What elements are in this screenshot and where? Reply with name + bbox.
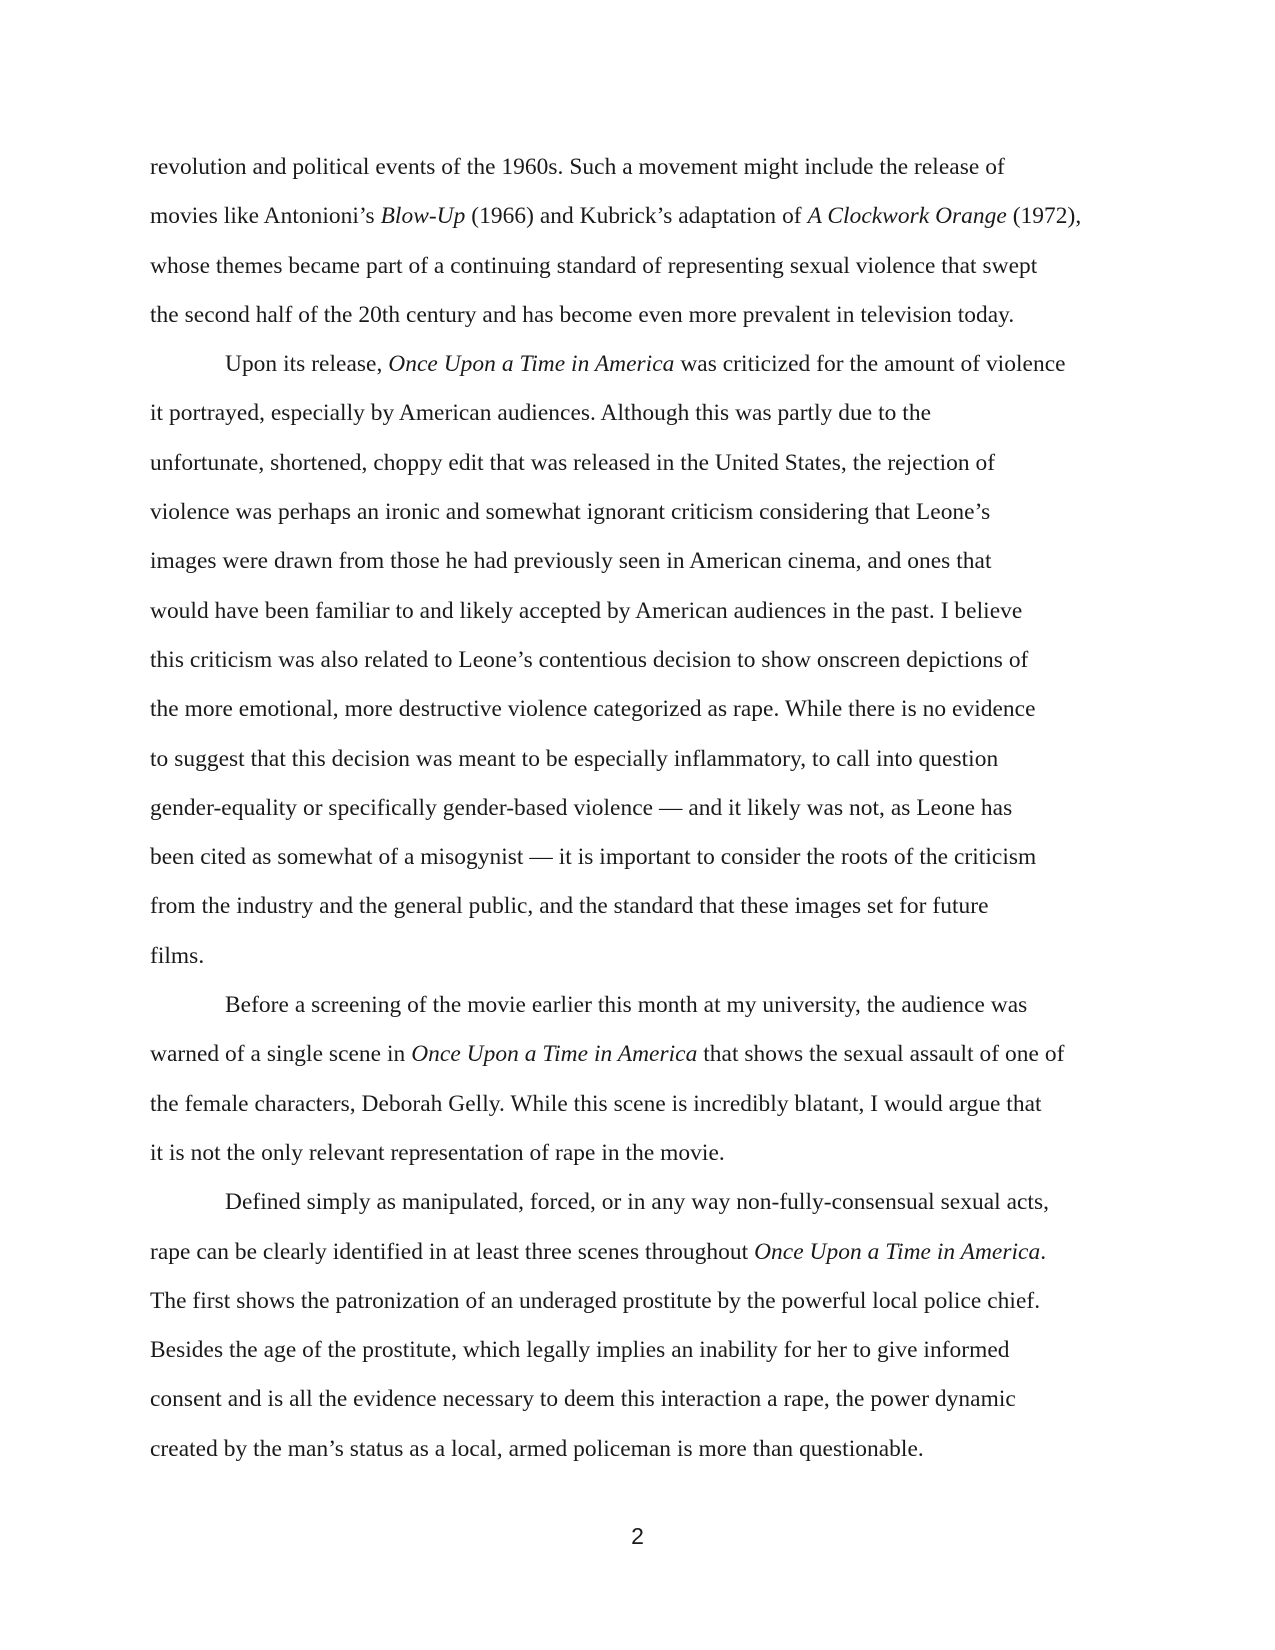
- page-number: 2: [631, 1523, 644, 1549]
- text-line: created by the man’s status as a local, armed policeman is more than questionable.: [150, 1435, 924, 1462]
- text-line: would have been familiar to and likely accepted by American audiences in the past. I believe: [150, 597, 1023, 624]
- text-line: the female characters, Deborah Gelly. While this scene is incredibly blatant, I would argue that: [150, 1090, 1042, 1117]
- film-title-clockwork-orange: A Clockwork Orange: [807, 203, 1007, 230]
- text-line: films.: [150, 942, 205, 969]
- text-line: it is not the only relevant representation of rape in the movie.: [150, 1139, 725, 1166]
- body-text: [150, 143, 1132, 1474]
- text-run: .: [1040, 1238, 1047, 1265]
- text-line: Before a screening of the movie earlier this month at my university, the audience was: [225, 992, 1028, 1019]
- text-line: to suggest that this decision was meant to be especially inflammatory, to call into question: [150, 745, 999, 772]
- text-line: [150, 1030, 1132, 1079]
- text-run: rape can be clearly identified in at least three scenes throughout: [150, 1238, 755, 1265]
- film-title: Once Upon a Time in America: [754, 1238, 1041, 1265]
- text-line: unfortunate, shortened, choppy edit that was released in the United States, the rejection of: [150, 449, 996, 476]
- text-line: consent and is all the evidence necessary to deem this interaction a rape, the power dynamic: [150, 1386, 1016, 1413]
- text-run: movies like Antonioni’s: [150, 203, 381, 230]
- text-run: (1972),: [1006, 203, 1082, 230]
- text-line: images were drawn from those he had previously seen in American cinema, and ones that: [150, 548, 992, 575]
- text-line: been cited as somewhat of a misogynist — it is important to consider the roots of the criticism: [150, 844, 1037, 871]
- text-run: was criticized for the amount of violence: [674, 351, 1066, 378]
- text-line: gender-equality or specifically gender-based violence — and it likely was not, as Leone has: [150, 794, 1013, 821]
- text-line: from the industry and the general public, and the standard that these images set for future: [150, 893, 989, 920]
- text-line: Defined simply as manipulated, forced, or in any way non-fully-consensual sexual acts,: [225, 1189, 1050, 1216]
- text-line: violence was perhaps an ironic and somewhat ignorant criticism considering that Leone’s: [150, 499, 991, 526]
- text-line: whose themes became part of a continuing standard of representing sexual violence that swept: [150, 252, 1038, 279]
- text-line: it portrayed, especially by American audiences. Although this was partly due to the: [150, 400, 932, 427]
- text-run: warned of a single scene in: [150, 1041, 412, 1068]
- text-line: the second half of the 20th century and has become even more prevalent in television today.: [150, 301, 1015, 328]
- text-line: [150, 340, 1132, 389]
- text-line: Besides the age of the prostitute, which legally implies an inability for her to give informed: [150, 1337, 1010, 1364]
- film-title-blow-up: Blow-Up: [380, 203, 466, 230]
- text-run: (1966) and Kubrick’s adaptation of: [465, 203, 808, 230]
- text-line: revolution and political events of the 1960s. Such a movement might include the release of: [150, 154, 1005, 180]
- text-line: this criticism was also related to Leone’s contentious decision to show onscreen depictions of: [150, 646, 1029, 673]
- text-line: [150, 1228, 1132, 1277]
- text-line: the more emotional, more destructive violence categorized as rape. While there is no evidence: [150, 696, 1036, 723]
- text-run: that shows the sexual assault of one of: [697, 1041, 1065, 1068]
- paragraph-3: [150, 981, 1132, 1178]
- text-line: The first shows the patronization of an underaged prostitute by the powerful local police chief.: [150, 1287, 1041, 1314]
- paragraph-1: [150, 143, 1132, 340]
- film-title: Once Upon a Time in America: [411, 1041, 698, 1068]
- text-run: Upon its release,: [225, 351, 389, 378]
- paragraph-4: [150, 1178, 1132, 1474]
- paragraph-2: [150, 340, 1132, 981]
- text-line: [150, 192, 1132, 241]
- film-title: Once Upon a Time in America: [388, 351, 675, 378]
